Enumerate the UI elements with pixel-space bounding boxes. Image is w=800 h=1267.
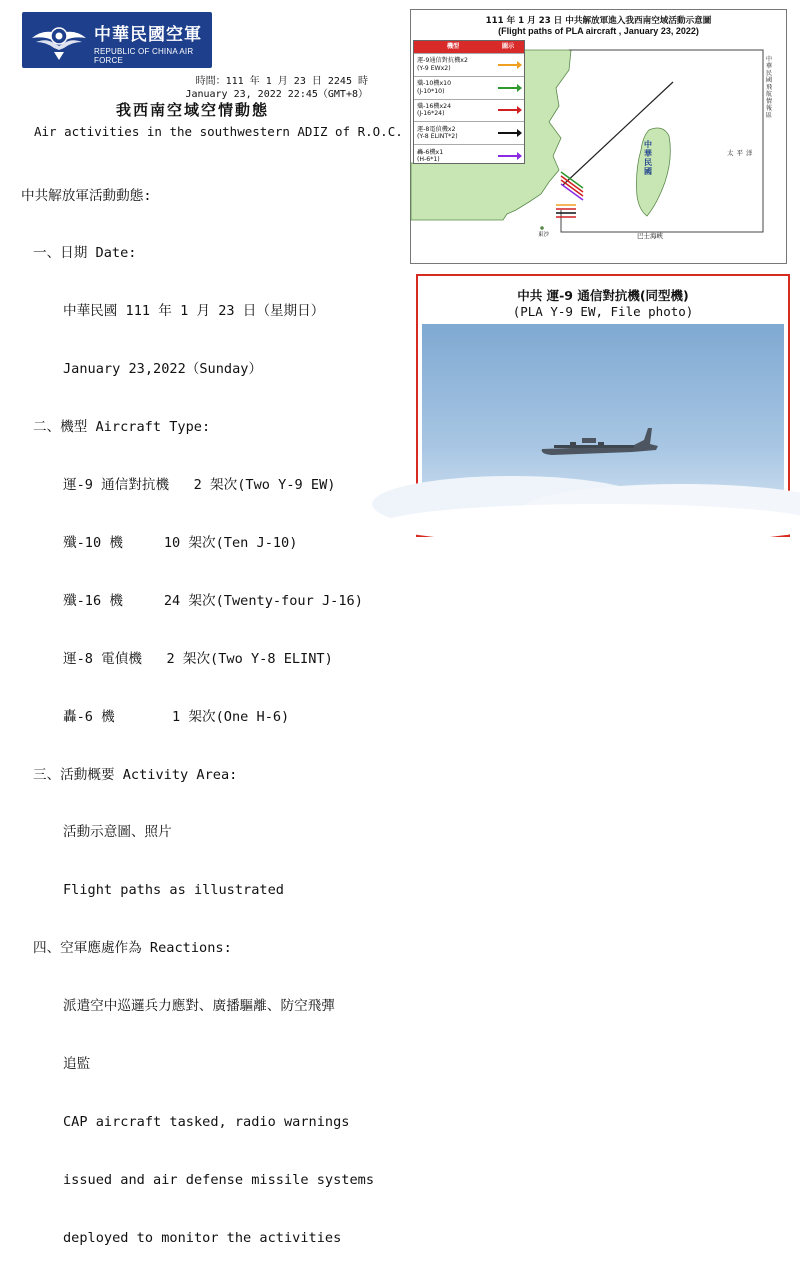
- air-force-logo: [22, 12, 212, 68]
- legend-type-en: (Y-9 EWx2): [417, 64, 451, 72]
- flight-path-map: [410, 9, 787, 264]
- aircraft-type-item: 殲-16 機 24 架次(Twenty-four J-16): [63, 592, 363, 609]
- map-label-adiz: 中華民國飛航情報區: [766, 56, 773, 119]
- legend-row: [414, 121, 524, 144]
- aircraft-type-item: 運-9 通信對抗機 2 架次(Two Y-9 EW): [63, 477, 336, 494]
- date-zh: 中華民國 111 年 1 月 23 日（星期日）: [63, 303, 325, 320]
- map-title-zh: 111 年 1 月 23 日 中共解放軍進入我西南空域活動示意圖: [485, 16, 712, 26]
- legend-header-type: 機型: [446, 43, 460, 50]
- legend-arrow-icon: [498, 87, 518, 89]
- air-force-emblem-icon: [30, 18, 88, 62]
- map-legend: [413, 40, 525, 164]
- aircraft-type-label: 二、機型 Aircraft Type:: [33, 419, 211, 436]
- reactions-en: deployed to monitor the activities: [63, 1229, 342, 1246]
- activity-area-label: 三、活動概要 Activity Area:: [33, 766, 238, 783]
- flight-paths: [556, 172, 583, 217]
- map-label-dongsha: 東沙: [538, 232, 550, 238]
- document-title-en: Air activities in the southwestern ADIZ of R.O.C.: [34, 124, 403, 139]
- legend-type-en: (J-10*10): [417, 87, 445, 95]
- logo-name-zh: 中華民國空軍: [94, 25, 202, 45]
- aircraft-type-item: 殲-10 機 10 架次(Ten J-10): [63, 534, 298, 551]
- map-label-taiwan: 中華民國: [644, 140, 652, 176]
- aircraft-photo-box: [416, 274, 790, 537]
- photo-caption-en: (PLA Y-9 EW, File photo): [512, 304, 694, 319]
- legend-type-zh: 運-9通信對抗機x2: [417, 57, 468, 65]
- document-title-zh: 我西南空域空情動態: [116, 101, 270, 119]
- reactions-en: issued and air defense missile systems: [63, 1171, 374, 1188]
- legend-arrow-icon: [498, 132, 518, 134]
- section-title: 中共解放軍活動動態:: [21, 187, 152, 204]
- aircraft-type-item: 運-8 電偵機 2 架次(Two Y-8 ELINT): [63, 650, 333, 667]
- legend-type-en: (J-16*24): [417, 110, 445, 118]
- legend-type-en: (H-6*1): [417, 156, 440, 164]
- legend-type-zh: 運-8電偵機x2: [417, 125, 456, 133]
- reactions-en: CAP aircraft tasked, radio warnings: [63, 1113, 350, 1130]
- activity-area-zh: 活動示意圖、照片: [63, 824, 172, 841]
- logo-name-en: REPUBLIC OF CHINA AIR FORCE: [94, 47, 194, 65]
- reactions-zh: 追監: [63, 1055, 91, 1072]
- legend-row: [414, 99, 524, 122]
- report-body: [21, 148, 374, 1267]
- legend-row: [414, 144, 524, 167]
- legend-header-icon: 圖示: [501, 43, 515, 50]
- release-time-en: January 23, 2022 22:45（GMT+8）: [185, 89, 368, 100]
- aircraft-type-item: 轟-6 機 1 架次(One H-6): [63, 708, 290, 725]
- legend-type-en: (Y-8 ELINT*2): [417, 133, 458, 141]
- activity-area-en: Flight paths as illustrated: [63, 882, 284, 899]
- legend-row: [414, 76, 524, 99]
- reactions-label: 四、空軍應處作為 Reactions:: [33, 940, 232, 957]
- legend-arrow-icon: [498, 155, 518, 157]
- map-label-bashi: 巴士海峽: [637, 232, 663, 240]
- legend-type-zh: 殲-10機x10: [417, 80, 452, 88]
- date-label: 一、日期 Date:: [33, 245, 137, 262]
- legend-row: [414, 53, 524, 76]
- release-time-zh: 時間：111 年 1 月 23 日 2245 時: [195, 76, 368, 87]
- legend-type-zh: 殲-16機x24: [417, 103, 452, 111]
- map-title-en: (Flight paths of PLA aircraft , January 23, 2022): [498, 26, 699, 36]
- photo-caption-zh: 中共 運-9 通信對抗機(同型機): [517, 288, 689, 303]
- y9-aircraft-photo: [422, 324, 784, 533]
- date-en: January 23,2022（Sunday）: [63, 361, 263, 378]
- legend-type-zh: 轟-6機x1: [417, 148, 444, 156]
- reactions-zh: 派遣空中巡邏兵力應對、廣播驅離、防空飛彈: [63, 998, 335, 1015]
- legend-arrow-icon: [498, 64, 518, 66]
- map-label-pacific: 太平洋: [727, 149, 756, 157]
- legend-arrow-icon: [498, 109, 518, 111]
